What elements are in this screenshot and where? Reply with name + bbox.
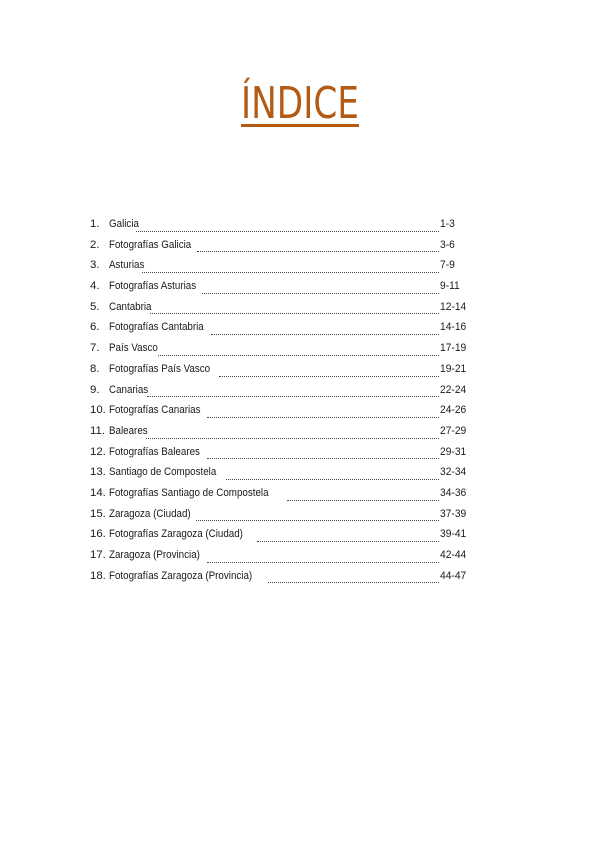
toc-entry-number: 12. — [90, 445, 106, 458]
toc-entry-pages: 17-19 — [440, 342, 467, 355]
toc-entry — [90, 466, 470, 487]
dot-leader — [196, 519, 439, 521]
toc-entry-pages: 3-6 — [440, 238, 455, 251]
toc-entry-pages: 1-3 — [440, 218, 455, 230]
toc-entry — [90, 239, 470, 260]
toc-entry — [90, 384, 470, 405]
toc-entry-label: Zaragoza (Provincia) — [109, 549, 200, 561]
dot-leader — [197, 250, 439, 252]
toc-entry-pages: 24-26 — [440, 404, 467, 417]
toc-entry-pages: 37-39 — [440, 507, 467, 520]
toc-entry-number: 1. — [90, 218, 100, 230]
dot-leader — [207, 416, 439, 418]
toc-entry-label: Fotografías Zaragoza (Ciudad) — [109, 528, 243, 541]
page-title: ÍNDICE — [241, 78, 359, 129]
dot-leader — [226, 478, 439, 480]
toc-entry — [90, 404, 470, 425]
toc-entry-label: Fotografías Galicia — [109, 238, 192, 251]
toc-entry-pages: 44-47 — [440, 569, 467, 582]
toc-entry — [90, 301, 470, 322]
toc-entry-number: 15. — [90, 507, 106, 520]
toc-entry — [90, 321, 470, 342]
dot-leader — [219, 375, 439, 377]
toc-entry-pages: 9-11 — [440, 280, 460, 293]
dot-leader — [147, 395, 439, 397]
dot-leader — [150, 312, 439, 314]
toc-entry-number: 4. — [90, 280, 100, 293]
toc-entry-number: 7. — [90, 342, 100, 355]
toc-entry-number: 5. — [90, 300, 100, 313]
toc-entry-pages: 42-44 — [440, 549, 467, 561]
toc-entry-number: 11. — [90, 424, 105, 437]
dot-leader — [142, 271, 439, 273]
toc-entry-pages: 14-16 — [440, 321, 467, 334]
toc-entry — [90, 259, 470, 280]
toc-entry-label: Canarias — [109, 383, 149, 396]
toc-entry-label: Fotografías Canarias — [109, 404, 201, 417]
toc-entry-number: 2. — [90, 238, 100, 251]
toc-entry-label: Asturias — [109, 259, 145, 272]
toc-entry-number: 3. — [90, 259, 100, 272]
toc-entry-label: Fotografías Santiago de Compostela — [109, 486, 269, 499]
dot-leader — [202, 292, 439, 294]
toc-entry-pages: 7-9 — [440, 259, 455, 272]
toc-entry-pages: 22-24 — [440, 383, 467, 396]
toc-entry-number: 18. — [90, 569, 106, 582]
toc-entry — [90, 446, 470, 467]
toc-entry — [90, 342, 470, 363]
toc-entry-number: 10. — [90, 404, 106, 417]
toc-entry-label: Fotografías Baleares — [109, 445, 200, 458]
toc-entry-label: Galicia — [109, 218, 139, 230]
toc-entry-pages: 32-34 — [440, 466, 467, 479]
dot-leader — [146, 437, 439, 439]
toc-entry — [90, 508, 470, 529]
toc-entry — [90, 363, 470, 384]
toc-entry-pages: 27-29 — [440, 424, 467, 437]
toc-entry-number: 16. — [90, 528, 106, 541]
toc-entry — [90, 218, 470, 239]
dot-leader — [268, 581, 440, 583]
toc-entry-pages: 12-14 — [440, 300, 467, 313]
toc-entry-number: 17. — [90, 549, 106, 561]
dot-leader — [211, 333, 439, 335]
toc-entry-label: Fotografías Asturias — [109, 280, 197, 293]
toc-entry-number: 14. — [90, 486, 106, 499]
toc-entry — [90, 487, 470, 508]
dot-leader — [257, 540, 439, 542]
toc-entry — [90, 570, 470, 591]
toc-entry — [90, 425, 470, 446]
toc-entry-label: Fotografías País Vasco — [109, 362, 211, 375]
toc-entry-label: Cantabria — [109, 300, 152, 313]
toc-entry-pages: 29-31 — [440, 445, 467, 458]
toc-entry-pages: 39-41 — [440, 528, 467, 541]
table-of-contents — [90, 218, 470, 590]
dot-leader — [158, 354, 439, 356]
toc-entry-label: Fotografías Cantabria — [109, 321, 204, 334]
dot-leader — [207, 457, 439, 459]
toc-entry-number: 8. — [90, 362, 100, 375]
toc-entry-label: Santiago de Compostela — [109, 466, 217, 479]
toc-entry-label: País Vasco — [109, 342, 158, 355]
dot-leader — [287, 499, 439, 501]
dot-leader — [207, 561, 439, 563]
toc-entry-label: Zaragoza (Ciudad) — [109, 507, 191, 520]
toc-entry-number: 6. — [90, 321, 100, 334]
toc-entry-pages: 19-21 — [440, 362, 467, 375]
toc-entry-number: 9. — [90, 383, 100, 396]
dot-leader — [136, 230, 439, 232]
toc-entry-number: 13. — [90, 466, 106, 479]
toc-entry-pages: 34-36 — [440, 486, 467, 499]
toc-entry-label: Fotografías Zaragoza (Provincia) — [109, 569, 253, 582]
toc-entry — [90, 280, 470, 301]
toc-entry — [90, 528, 470, 549]
toc-entry-label: Baleares — [109, 424, 148, 437]
toc-entry — [90, 549, 470, 570]
